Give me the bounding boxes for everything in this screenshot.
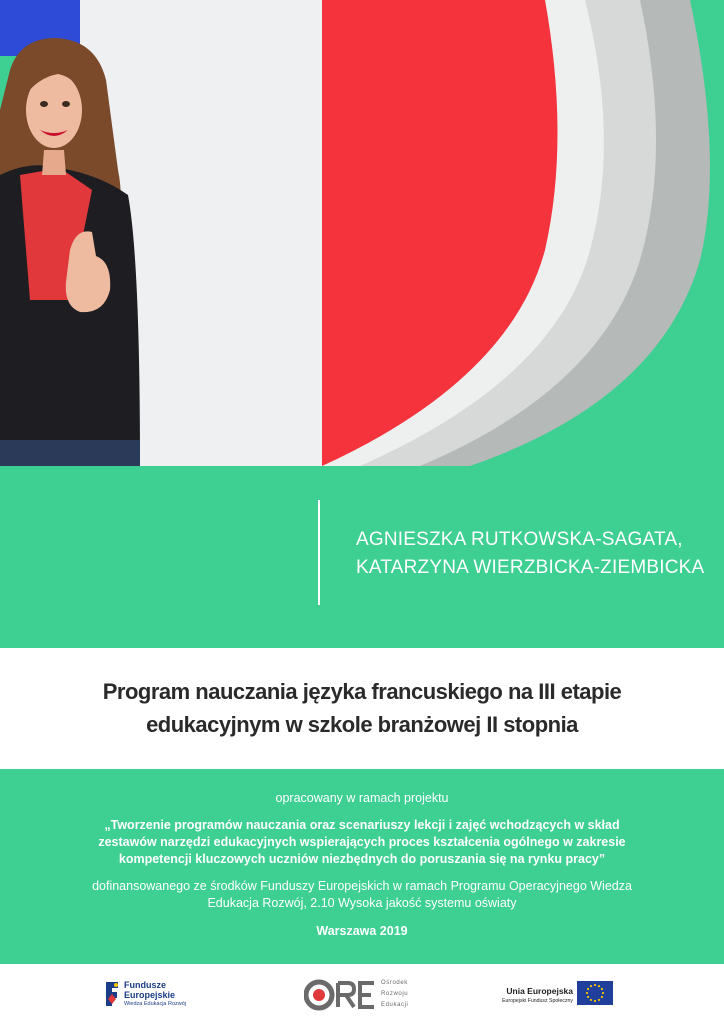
ore-sub-1: Ośrodek	[381, 980, 408, 986]
fe-line-2: Europejskie	[124, 990, 176, 1000]
title-band	[0, 648, 724, 769]
project-line-3: kompetencji kluczowych uczniów niezbędnych do poruszania się na rynku pracy”	[118, 852, 606, 866]
title-line-1: Program nauczania języka francuskiego na III etapie	[102, 679, 622, 704]
fe-line-1: Fundusze	[124, 980, 166, 990]
authors-block	[318, 500, 718, 605]
eu-star	[594, 984, 596, 986]
ore-subtitle	[381, 978, 408, 1011]
funding-info	[40, 878, 684, 912]
author-1: AGNIESZKA RUTKOWSKA-SAGATA,	[356, 529, 683, 550]
ore-sub-3: Edukacji	[381, 1002, 409, 1008]
eu-star	[598, 999, 600, 1001]
logo-footer	[0, 964, 724, 1024]
eu-logo	[487, 978, 613, 1012]
eu-line-2: Europejski Fundusz Społeczny	[502, 998, 573, 1004]
eu-star	[601, 996, 603, 998]
place-and-year: Warszawa 2019	[316, 924, 408, 938]
eu-line-1: Unia Europejska	[506, 986, 573, 996]
eu-star	[586, 992, 588, 994]
eu-star	[602, 992, 604, 994]
funding-line-1: dofinansowanego ze środków Funduszy Europejskich w ramach Programu Operacyjnego Wiedza	[92, 879, 632, 893]
fe-line-3: Wiedza Edukacja Rozwój	[124, 1001, 187, 1007]
project-name	[40, 817, 684, 868]
eu-star	[587, 988, 589, 990]
author-2: KATARZYNA WIERZBICKA-ZIEMBICKA	[356, 557, 705, 578]
fundusze-europejskie-logo	[104, 978, 214, 1012]
eu-star	[590, 985, 592, 987]
eu-star	[601, 988, 603, 990]
project-intro: opracowany w ramach projektu	[275, 791, 449, 805]
project-info	[40, 790, 684, 939]
project-line-2: zestawów narzędzi edukacyjnych wspierających proces kształcenia ogólnego w zakresie	[98, 835, 626, 849]
document-title	[60, 675, 664, 741]
eu-star	[598, 985, 600, 987]
fe-star-icon	[104, 979, 120, 1009]
french-flag-graphic	[0, 0, 724, 466]
title-line-2: edukacyjnym w szkole branżowej II stopnia	[146, 712, 578, 737]
authors-divider	[318, 500, 320, 605]
eu-flag-icon	[577, 981, 613, 1005]
project-line-1: „Tworzenie programów nauczania oraz scenariuszy lekcji i zajęć wchodzących w skład	[104, 818, 620, 832]
eu-star	[594, 1000, 596, 1002]
eu-star	[590, 999, 592, 1001]
hero-illustration	[0, 0, 724, 466]
ore-circle-icon	[304, 978, 378, 1012]
eu-star	[587, 996, 589, 998]
ore-logo	[304, 978, 424, 1012]
ore-sub-2: Rozwoju	[381, 991, 409, 997]
author-names	[356, 526, 704, 582]
funding-line-2: Edukacja Rozwój, 2.10 Wysoka jakość systemu oświaty	[207, 896, 517, 910]
